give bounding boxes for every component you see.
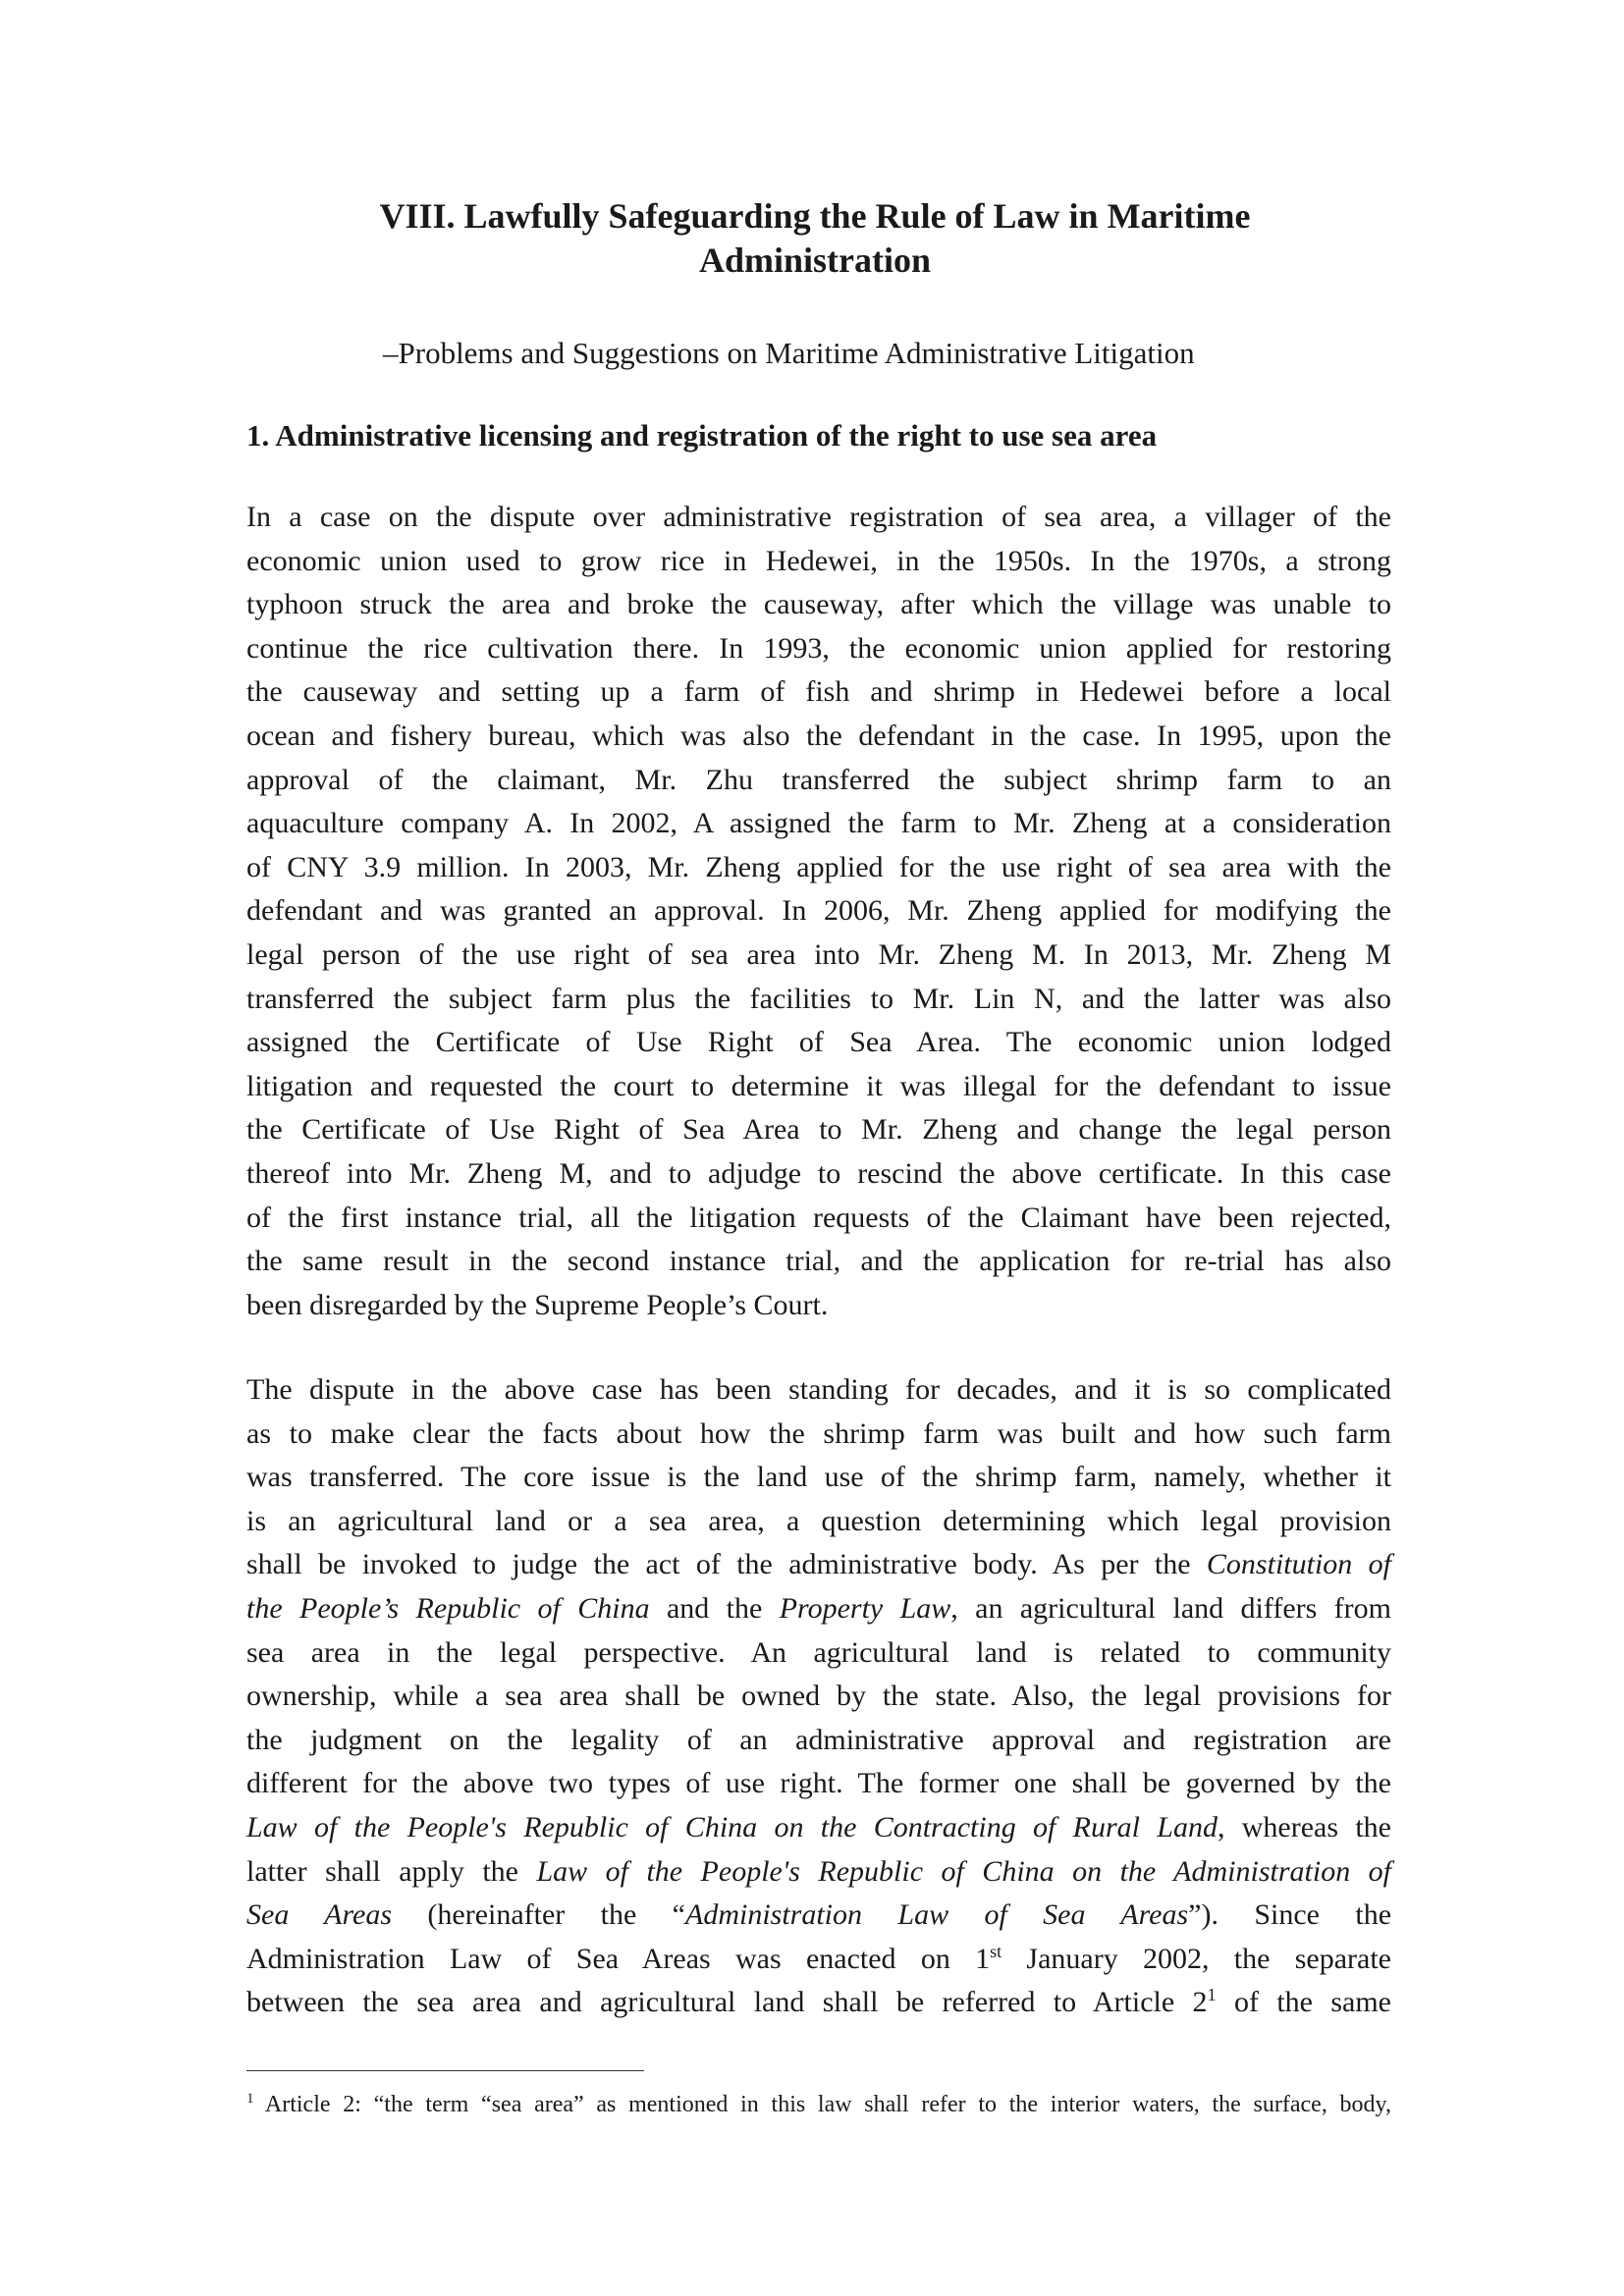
ordinal-suffix: st — [990, 1941, 1002, 1961]
paragraph-1-line: thereof into Mr. Zheng M, and to adjudge to rescind the above certificate. In this case — [246, 1156, 1391, 1190]
text-run: of the same — [1216, 1986, 1392, 2019]
paragraph-1-line: ocean and fishery bureau, which was also the defendant in the case. In 1995, upon the — [246, 719, 1391, 752]
paragraph-2-line — [246, 1894, 1391, 1938]
paragraph-2-line — [246, 1981, 1391, 2025]
paragraph-2-line: as to make clear the facts about how the shrimp farm was built and how such farm — [246, 1416, 1391, 1450]
paragraph-1-line: economic union used to grow rice in Hedewei, in the 1950s. In the 1970s, a strong — [246, 544, 1391, 577]
paragraph-1-line: approval of the claimant, Mr. Zhu transferred the subject shrimp farm to an — [246, 763, 1391, 796]
text-run: shall be invoked to judge the act of the administrative body. As per the — [246, 1548, 1207, 1581]
paragraph-2-line: the judgment on the legality of an administrative approval and registration are — [246, 1723, 1391, 1756]
paragraph-1 — [246, 496, 1391, 1327]
paragraph-1-line: of CNY 3.9 million. In 2003, Mr. Zheng applied for the use right of sea area with the — [246, 850, 1391, 883]
paragraph-1-line: typhoon struck the area and broke the causeway, after which the village was unable to — [246, 588, 1391, 621]
paragraph-1-line: defendant and was granted an approval. In 2006, Mr. Zheng applied for modifying the — [246, 894, 1391, 928]
paragraph-2-line: different for the above two types of use right. The former one shall be governed by the — [246, 1767, 1391, 1800]
text-run: and the — [649, 1591, 780, 1625]
paragraph-2-line: sea area in the legal perspective. An agricultural land is related to community — [246, 1635, 1391, 1669]
paragraph-2-line — [246, 1543, 1391, 1587]
sea-areas-law-short-title: Administration Law of Sea Areas — [685, 1898, 1189, 1932]
paragraph-1-line: litigation and requested the court to determine it was illegal for the defendant to issue — [246, 1069, 1391, 1102]
paragraph-2-line — [246, 1587, 1391, 1631]
text-run: January 2002, the separate — [1001, 1942, 1391, 1975]
constitution-title-cont: the People’s Republic of China — [246, 1591, 650, 1625]
footnote-text: Article 2: “the term “sea area” as mentioned in this law shall refer to the interior waters, the surface, body, — [253, 2092, 1391, 2117]
paragraph-1-line: been disregarded by the Supreme People’s Court. — [246, 1288, 829, 1321]
sea-areas-law-title: Law of the People's Republic of China on the Administration of — [536, 1854, 1391, 1888]
property-law-title: Property Law — [779, 1591, 951, 1625]
text-run: , an agricultural land differs from — [950, 1591, 1391, 1625]
sea-areas-law-title-cont: Sea Areas — [246, 1898, 393, 1932]
paragraph-1-line: the causeway and setting up a farm of fish and shrimp in Hedewei before a local — [246, 675, 1391, 709]
section-heading: 1. Administrative licensing and registration of the right to use sea area — [246, 418, 1158, 453]
text-run: between the sea area and agricultural land shall be referred to Article 2 — [246, 1986, 1208, 2019]
paragraph-2 — [246, 1368, 1391, 2025]
paragraph-1-line: the Certificate of Use Right of Sea Area to Mr. Zheng and change the legal person — [246, 1113, 1391, 1147]
text-run: (hereinafter the “ — [392, 1898, 685, 1932]
paragraph-1-line: the same result in the second instance trial, and the application for re-trial has also — [246, 1245, 1391, 1278]
title-line-2: Administration — [698, 240, 932, 280]
text-run: ”). Since the — [1188, 1898, 1392, 1932]
text-run: Administration Law of Sea Areas was enacted on 1 — [246, 1942, 991, 1975]
paragraph-1-line: In a case on the dispute over administrative registration of sea area, a villager of the — [246, 501, 1391, 533]
footnote-reference[interactable]: 1 — [1207, 1985, 1217, 2005]
paragraph-1-line: continue the rice cultivation there. In 1993, the economic union applied for restoring — [246, 631, 1391, 665]
paragraph-1-line: legal person of the use right of sea area into Mr. Zheng M. In 2013, Mr. Zheng M — [246, 937, 1391, 971]
document-subtitle: –Problems and Suggestions on Maritime Administrative Litigation — [383, 336, 1195, 370]
paragraph-1-line: transferred the subject farm plus the facilities to Mr. Lin N, and the latter was also — [246, 982, 1391, 1015]
paragraph-1-line: of the first instance trial, all the litigation requests of the Claimant have been rejected, — [246, 1201, 1391, 1234]
paragraph-2-line — [246, 1850, 1391, 1895]
paragraph-2-line: The dispute in the above case has been standing for decades, and it is so complicated — [246, 1373, 1391, 1406]
footnote-marker: 1 — [246, 2091, 254, 2107]
paragraph-2-line: was transferred. The core issue is the land use of the shrimp farm, namely, whether it — [246, 1461, 1391, 1494]
paragraph-2-line — [246, 1806, 1391, 1850]
rural-land-law-title: Law of the People's Republic of China on the Contracting of Rural Land — [246, 1810, 1218, 1843]
paragraph-2-line — [246, 1938, 1391, 1982]
title-line-1: VIII. Lawfully Safeguarding the Rule of Law in Maritime — [379, 196, 1251, 236]
paragraph-2-line: ownership, while a sea area shall be owned by the state. Also, the legal provisions for — [246, 1680, 1391, 1713]
text-run: , whereas the — [1217, 1810, 1391, 1843]
paragraph-1-line: assigned the Certificate of Use Right of Sea Area. The economic union lodged — [246, 1026, 1391, 1059]
text-run: latter shall apply the — [246, 1854, 537, 1888]
footnote — [246, 2089, 1391, 2120]
constitution-title: Constitution of — [1206, 1548, 1391, 1581]
paragraph-2-line: is an agricultural land or a sea area, a question determining which legal provision — [246, 1504, 1391, 1537]
document-title — [245, 194, 1384, 283]
paragraph-1-line: aquaculture company A. In 2002, A assigned the farm to Mr. Zheng at a consideration — [246, 807, 1391, 840]
footnote-separator — [246, 2070, 644, 2071]
